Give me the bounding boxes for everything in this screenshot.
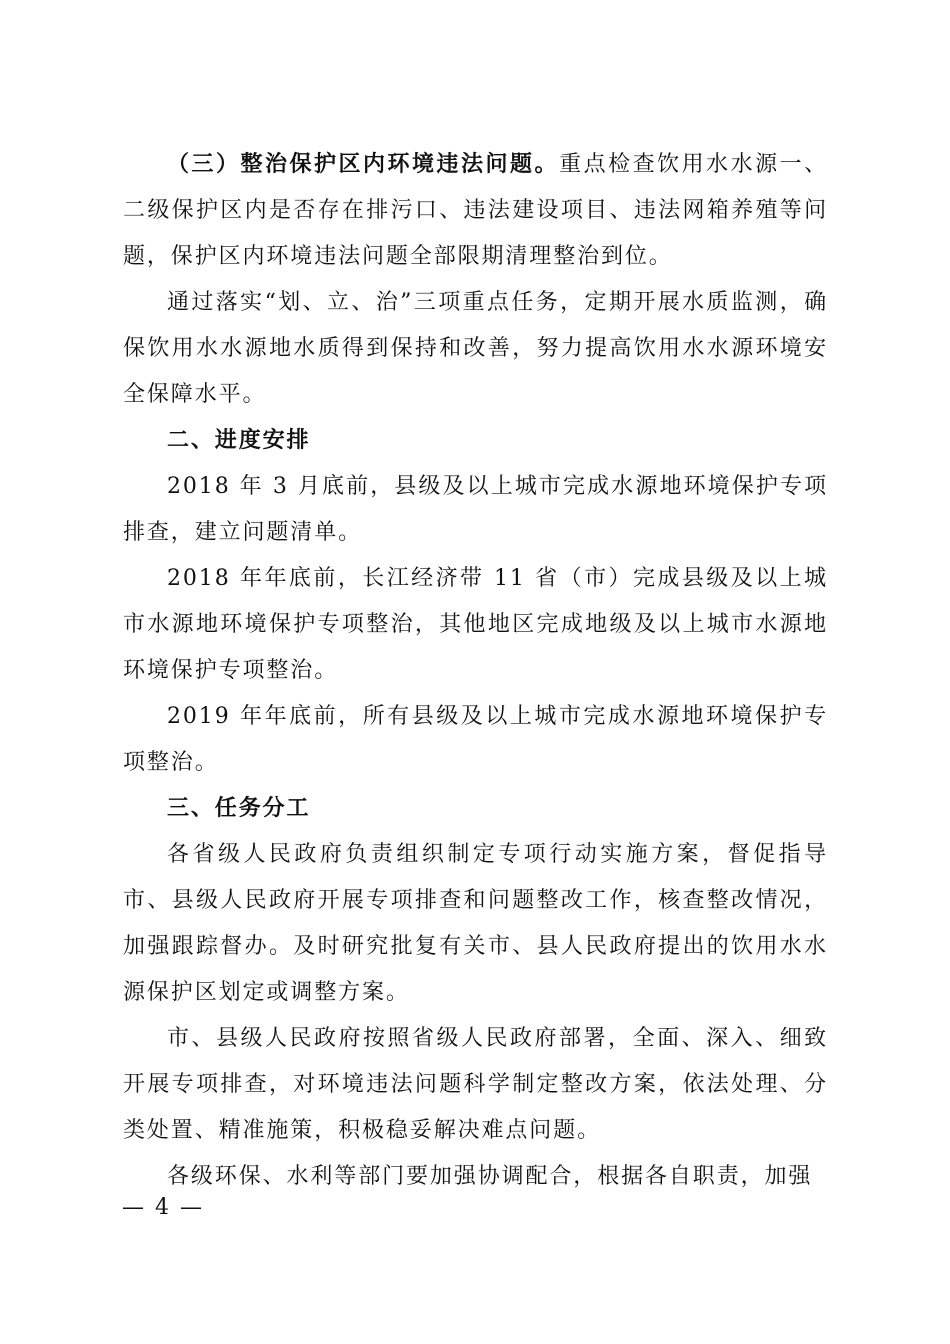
document-body [123,142,828,1200]
paragraph-local-responsibilities: 市、县级人民政府按照省级人民政府部署，全面、深入、细致开展专项排查，对环境违法问题科学制定整改方案，依法处理、分类处置、精准施策，积极稳妥解决难点问题。 [123,1026,828,1143]
paragraph-remediation-text: 重点检查饮用水水源一、二级保护区内是否存在排污口、违法建设项目、违法网箱养殖等问题，保护区内环境违法问题全部限期清理整治到位。 [123,152,828,269]
section-heading-schedule: 二、进度安排 [167,428,311,453]
paragraph-summary: 通过落实“划、立、治”三项重点任务，定期开展水质监测，确保饮用水水源地水质得到保持和改善，努力提高饮用水水源环境安全保障水平。 [123,290,828,407]
page-number: — 4 — [122,1195,204,1220]
paragraph-schedule-2018-yearend: 2018 年年底前，长江经济带 11 省（市）完成县级及以上城市水源地环境保护专项整治，其他地区完成地级及以上城市水源地环境保护专项整治。 [123,566,828,683]
paragraph-schedule-2018-march: 2018 年 3 月底前，县级及以上城市完成水源地环境保护专项排查，建立问题清单。 [123,474,828,545]
paragraph-schedule-2019-yearend: 2019 年年底前，所有县级及以上城市完成水源地环境保护专项整治。 [123,704,828,775]
subsection-heading-remediation: （三）整治保护区内环境违法问题。 [167,152,560,177]
section-heading-division-of-tasks: 三、任务分工 [167,796,311,821]
paragraph-provincial-responsibilities: 各省级人民政府负责组织制定专项行动实施方案，督促指导市、县级人民政府开展专项排查和问题整改工作，核查整改情况，加强跟踪督办。及时研究批复有关市、县人民政府提出的饮用水水源保护区划定或调整方案。 [123,842,828,1005]
paragraph-department-coordination: 各级环保、水利等部门要加强协调配合，根据各自职责，加强 [167,1164,813,1189]
paragraph-remediation [123,142,828,280]
